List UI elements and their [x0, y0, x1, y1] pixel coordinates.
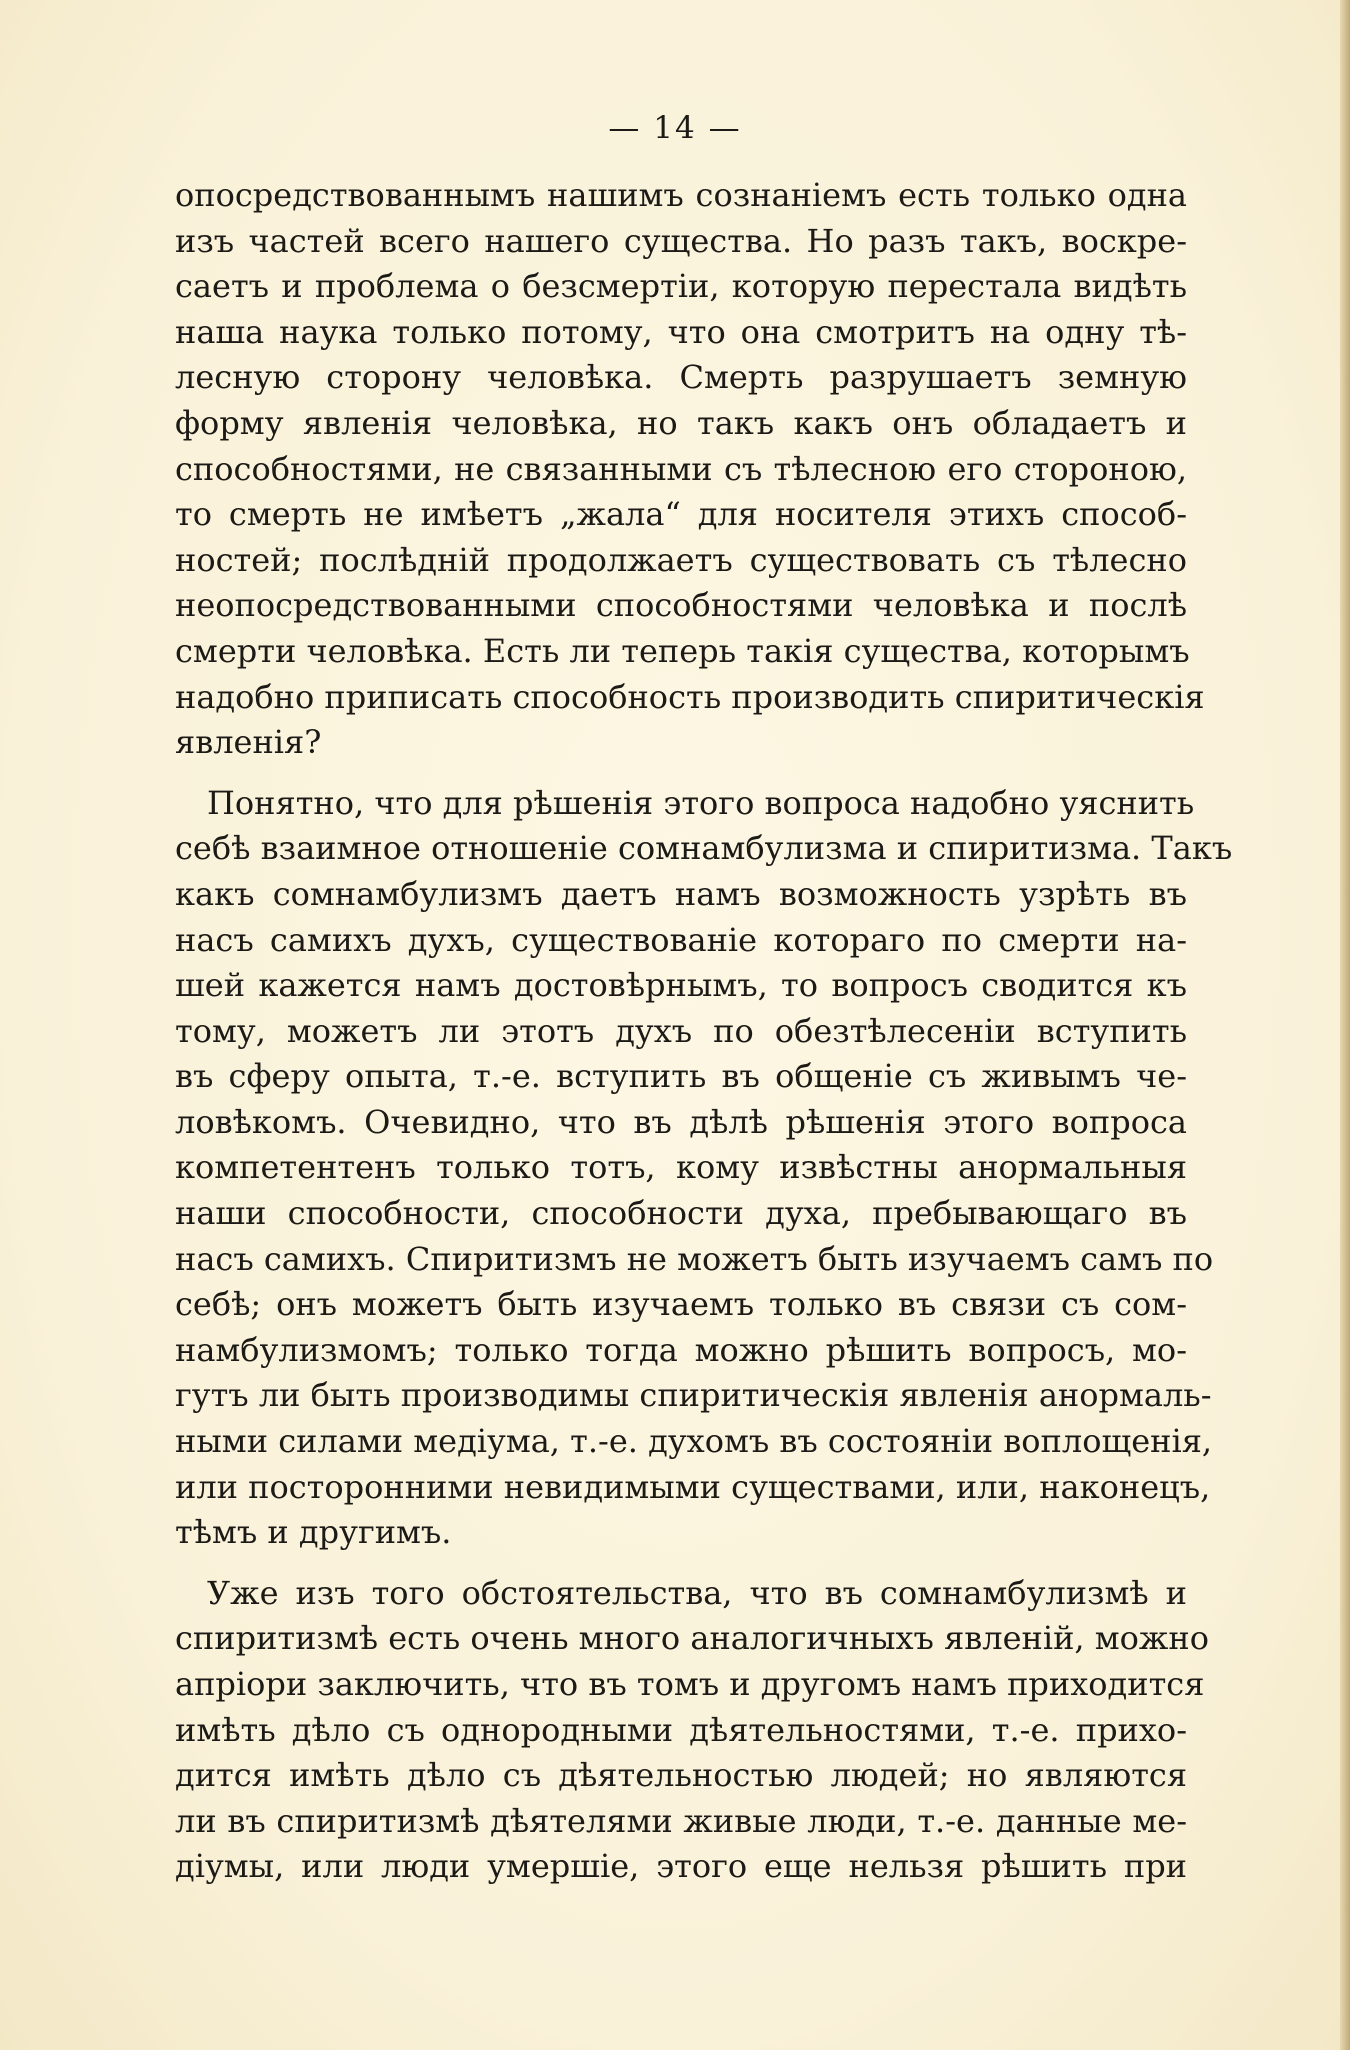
text-line: намбулизмомъ; только тогда можно рѣшить вопросъ, мо-: [175, 1330, 1187, 1369]
text-line: гутъ ли быть производимы спиритическія явленія анормаль-: [175, 1376, 1212, 1415]
text-line: изъ частей всего нашего существа. Но разъ такъ, воскре-: [175, 221, 1187, 260]
text-line: наша наука только потому, что она смотритъ на одну тѣ-: [175, 312, 1187, 351]
text-line: насъ самихъ. Спиритизмъ не можетъ быть изучаемъ самъ по: [175, 1239, 1214, 1278]
paragraph-1: [175, 173, 1205, 766]
text-line: шей кажется намъ достовѣрнымъ, то вопросъ сводится къ: [175, 966, 1187, 1005]
paragraph-spacer: [175, 766, 1187, 781]
text-line: насъ самихъ духъ, существованіе котораго по смерти на-: [175, 920, 1187, 959]
text-line: апріори заключить, что въ томъ и другомъ намъ приходится: [175, 1665, 1205, 1703]
text-line: то смерть не имѣетъ „жала“ для носителя этихъ способ-: [175, 495, 1187, 534]
paragraph-3: [175, 1571, 1209, 1890]
text-line: тѣмъ и другимъ.: [175, 1513, 452, 1552]
text-line: себѣ; онъ можетъ быть изучаемъ только въ связи съ сом-: [175, 1285, 1187, 1324]
text-line: или посторонними невидимыми существами, или, наконецъ,: [175, 1467, 1211, 1506]
text-line: ными силами медіума, т.-е. духомъ въ состояніи воплощенія,: [175, 1422, 1213, 1461]
text-line: Понятно, что для рѣшенія этого вопроса надобно уяснить: [207, 783, 1195, 822]
text-line: въ сферу опыта, т.-е. вступить въ общеніе съ живымъ че-: [175, 1057, 1187, 1096]
text-line: ловѣкомъ. Очевидно, что въ дѣлѣ рѣшенія этого вопроса: [175, 1102, 1187, 1141]
text-line: способностями, не связанными съ тѣлесною его стороною,: [175, 449, 1187, 488]
text-line: дится имѣть дѣло съ дѣятельностью людей; но являются: [175, 1756, 1187, 1795]
text-line: Уже изъ того обстоятельства, что въ сомнамбулизмѣ и: [207, 1573, 1187, 1612]
text-line: имѣть дѣло съ однородными дѣятельностями, т.-е. прихо-: [175, 1710, 1187, 1749]
text-line: ли въ спиритизмѣ дѣятелями живые люди, т.-е. данные ме-: [175, 1801, 1187, 1840]
text-line: ностей; послѣдній продолжаетъ существовать съ тѣлесно: [175, 540, 1187, 579]
page-edge-shadow: [1340, 0, 1350, 2050]
text-line: спиритизмѣ есть очень много аналогичныхъ явленій, можно: [175, 1619, 1209, 1658]
text-line: неопосредствованными способностями человѣка и послѣ: [175, 586, 1187, 625]
text-line: смерти человѣка. Есть ли теперь такія существа, которымъ: [175, 631, 1190, 670]
text-line: наши способности, способности духа, пребывающаго въ: [175, 1194, 1187, 1233]
paragraph-2: [175, 781, 1233, 1556]
text-line: явленія?: [175, 723, 322, 762]
text-line: какъ сомнамбулизмъ даетъ намъ возможность узрѣть въ: [175, 874, 1187, 913]
text-line: форму явленія человѣка, но такъ какъ онъ обладаетъ и: [175, 403, 1187, 442]
paragraph-spacer: [175, 1556, 1187, 1571]
text-line: тому, можетъ ли этотъ духъ по обезтѣлесеніи вступить: [175, 1011, 1187, 1050]
text-line: надобно приписать способность производить спиритическія: [175, 677, 1205, 716]
text-line: саетъ и проблема о безсмертіи, которую перестала видѣть: [175, 267, 1187, 306]
text-line: діумы, или люди умершіе, этого еще нельзя рѣшить при: [175, 1847, 1187, 1886]
page-number: — 14 —: [608, 110, 742, 146]
text-line: опосредствованнымъ нашимъ сознаніемъ есть только одна: [175, 176, 1187, 214]
text-line: компетентенъ только тотъ, кому извѣстны анормальныя: [175, 1148, 1187, 1187]
text-line: себѣ взаимное отношеніе сомнамбулизма и спиритизма. Такъ: [175, 829, 1233, 868]
body-text: [175, 173, 1233, 1890]
text-line: лесную сторону человѣка. Смерть разрушаетъ земную: [175, 358, 1187, 397]
